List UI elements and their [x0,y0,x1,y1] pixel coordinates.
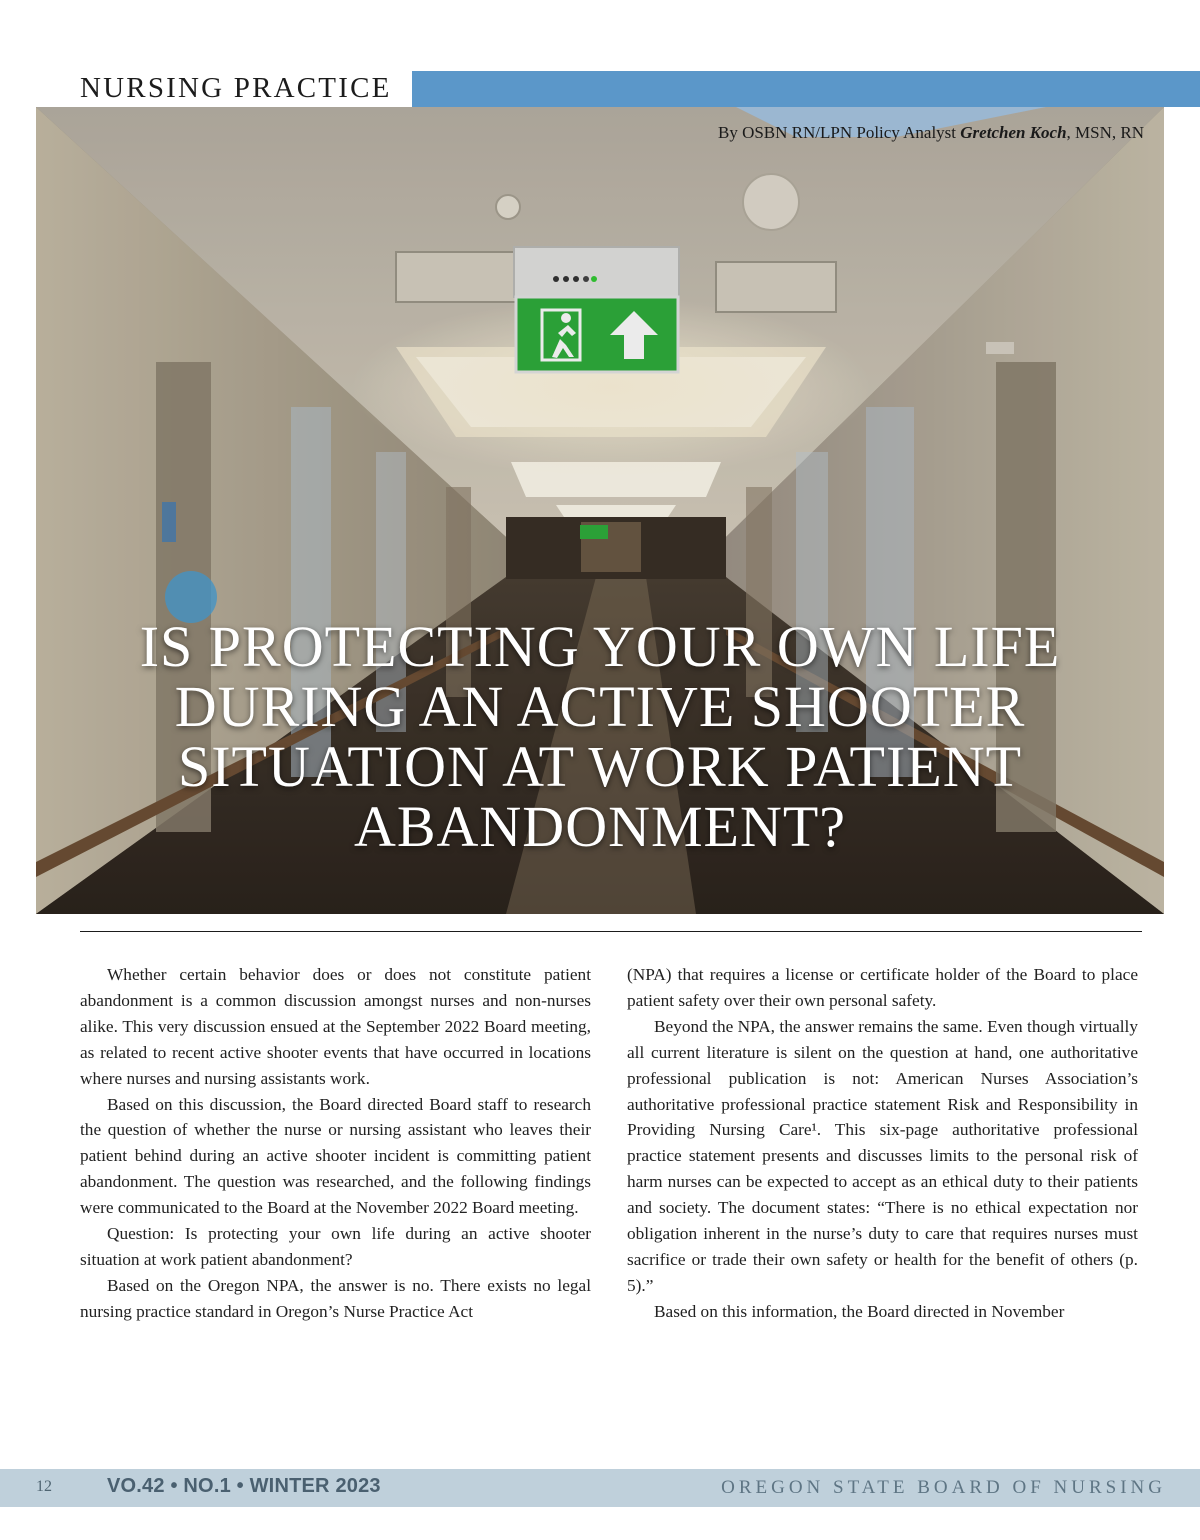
headline-line: IS PROTECTING YOUR OWN LIFE [139,614,1061,679]
headline-line: ABANDONMENT? [353,794,847,859]
author-name: Gretchen Koch [960,123,1067,142]
issue-label: VO.42 • NO.1 • WINTER 2023 [107,1475,381,1497]
article-column-left [80,962,591,1325]
article-headline [56,614,1144,859]
organization-name: OREGON STATE BOARD OF NURSING [721,1477,1166,1498]
headline-line: DURING AN ACTIVE SHOOTER [174,674,1026,739]
paragraph: (NPA) that requires a license or certificate holder of the Board to place patient safety over their own personal safety. [627,965,1138,1010]
hero-image [36,107,1164,914]
article-column-right [627,962,1138,1325]
paragraph: Beyond the NPA, the answer remains the same. Even though virtually all current literature is silent on the question at hand, one authoritative professional publication is not: American Nurses Association’s authoritative professional practice statement Risk and Responsibility in Providing Nursing Care¹. This six-page authoritative professional practice statement presents and discusses limits to the personal risk of harm nurses can be expected to accept as an ethical duty to their patients and society. The document states: “There is no ethical expectation nor obligation inherent in the nurse’s duty to care that requires nurses must sacrifice or trade their own safety or health for the benefit of others (p. 5).” [627,1016,1138,1295]
paragraph: Whether certain behavior does or does not constitute patient abandonment is a common discussion amongst nurses and non-nurses alike. This very discussion ensued at the September 2022 Board meeting, as related to recent active shooter events that have occurred in locations where nurses and nursing assistants work. [80,965,591,1088]
divider-rule [80,931,1142,932]
page-number: 12 [36,1478,52,1495]
headline-line: SITUATION AT WORK PATIENT [177,734,1023,799]
footer-band [0,1469,1200,1507]
header-accent-bar [412,71,1200,107]
paragraph: Based on this information, the Board directed in November [654,1301,1065,1321]
paragraph: Question: Is protecting your own life during an active shooter situation at work patient abandonment? [80,1224,591,1269]
byline: By OSBN RN/LPN Policy Analyst Gretchen Koch, MSN, RN [717,123,1144,142]
paragraph: Based on the Oregon NPA, the answer is no. There exists no legal nursing practice standard in Oregon’s Nurse Practice Act [80,1275,591,1321]
section-label: NURSING PRACTICE [80,72,392,104]
paragraph: Based on this discussion, the Board directed Board staff to research the question of whether the nurse or nursing assistant who leaves their patient behind during an active shooter incident is committing patient abandonment. The question was researched, and the following findings were communicated to the Board at the November 2022 Board meeting. [80,1094,591,1218]
